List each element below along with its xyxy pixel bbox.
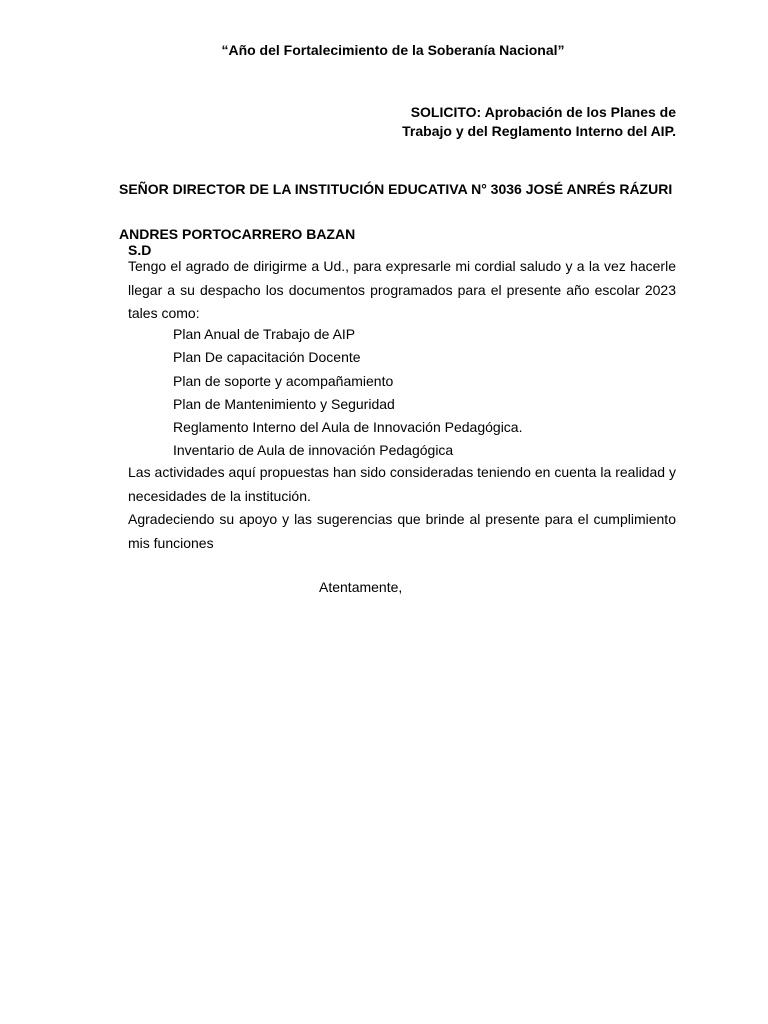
salutation: S.D	[128, 242, 152, 258]
request-subject	[336, 103, 676, 141]
addressee-name: ANDRES PORTOCARRERO BAZAN	[119, 226, 356, 242]
document-list-item: Inventario de Aula de innovación Pedagógica	[173, 442, 454, 459]
body-paragraph-thanks: Agradeciendo su apoyo y las sugerencias que brinde al presente para el cumplimiento mis funciones	[128, 511, 676, 551]
document-list	[173, 323, 522, 463]
document-list-item: Plan de soporte y acompañamiento	[173, 372, 394, 389]
document-list-item: Reglamento Interno del Aula de Innovación Pedagógica.	[173, 419, 523, 436]
request-label: SOLICITO:	[410, 104, 482, 120]
addressee-title: SEÑOR DIRECTOR DE LA INSTITUCIÓN EDUCATIVA N° 3036 JOSÉ ANRÉS RÁZURI	[119, 181, 673, 197]
document-list-item: Plan De capacitación Docente	[173, 349, 361, 366]
document-list-item: Plan Anual de Trabajo de AIP	[173, 326, 356, 342]
closing-phrase: Atentamente,	[319, 579, 403, 595]
request-line-2: Trabajo y del Reglamento Interno del AIP.	[402, 123, 676, 139]
request-line-1: Aprobación de los Planes de	[484, 104, 676, 120]
body-paragraph-intro: Tengo el agrado de dirigirme a Ud., para expresarle mi cordial saludo y a la vez hacerle llegar a su despacho los documentos programados para el presente año escolar 2023 tales como:	[128, 258, 676, 321]
national-year-motto: “Año del Fortalecimiento de la Soberanía Nacional”	[221, 42, 565, 58]
body-paragraph-activities: Las actividades aquí propuestas han sido consideradas teniendo en cuenta la realidad y necesidades de la institución.	[128, 464, 676, 504]
document-list-item: Plan de Mantenimiento y Seguridad	[173, 395, 395, 412]
